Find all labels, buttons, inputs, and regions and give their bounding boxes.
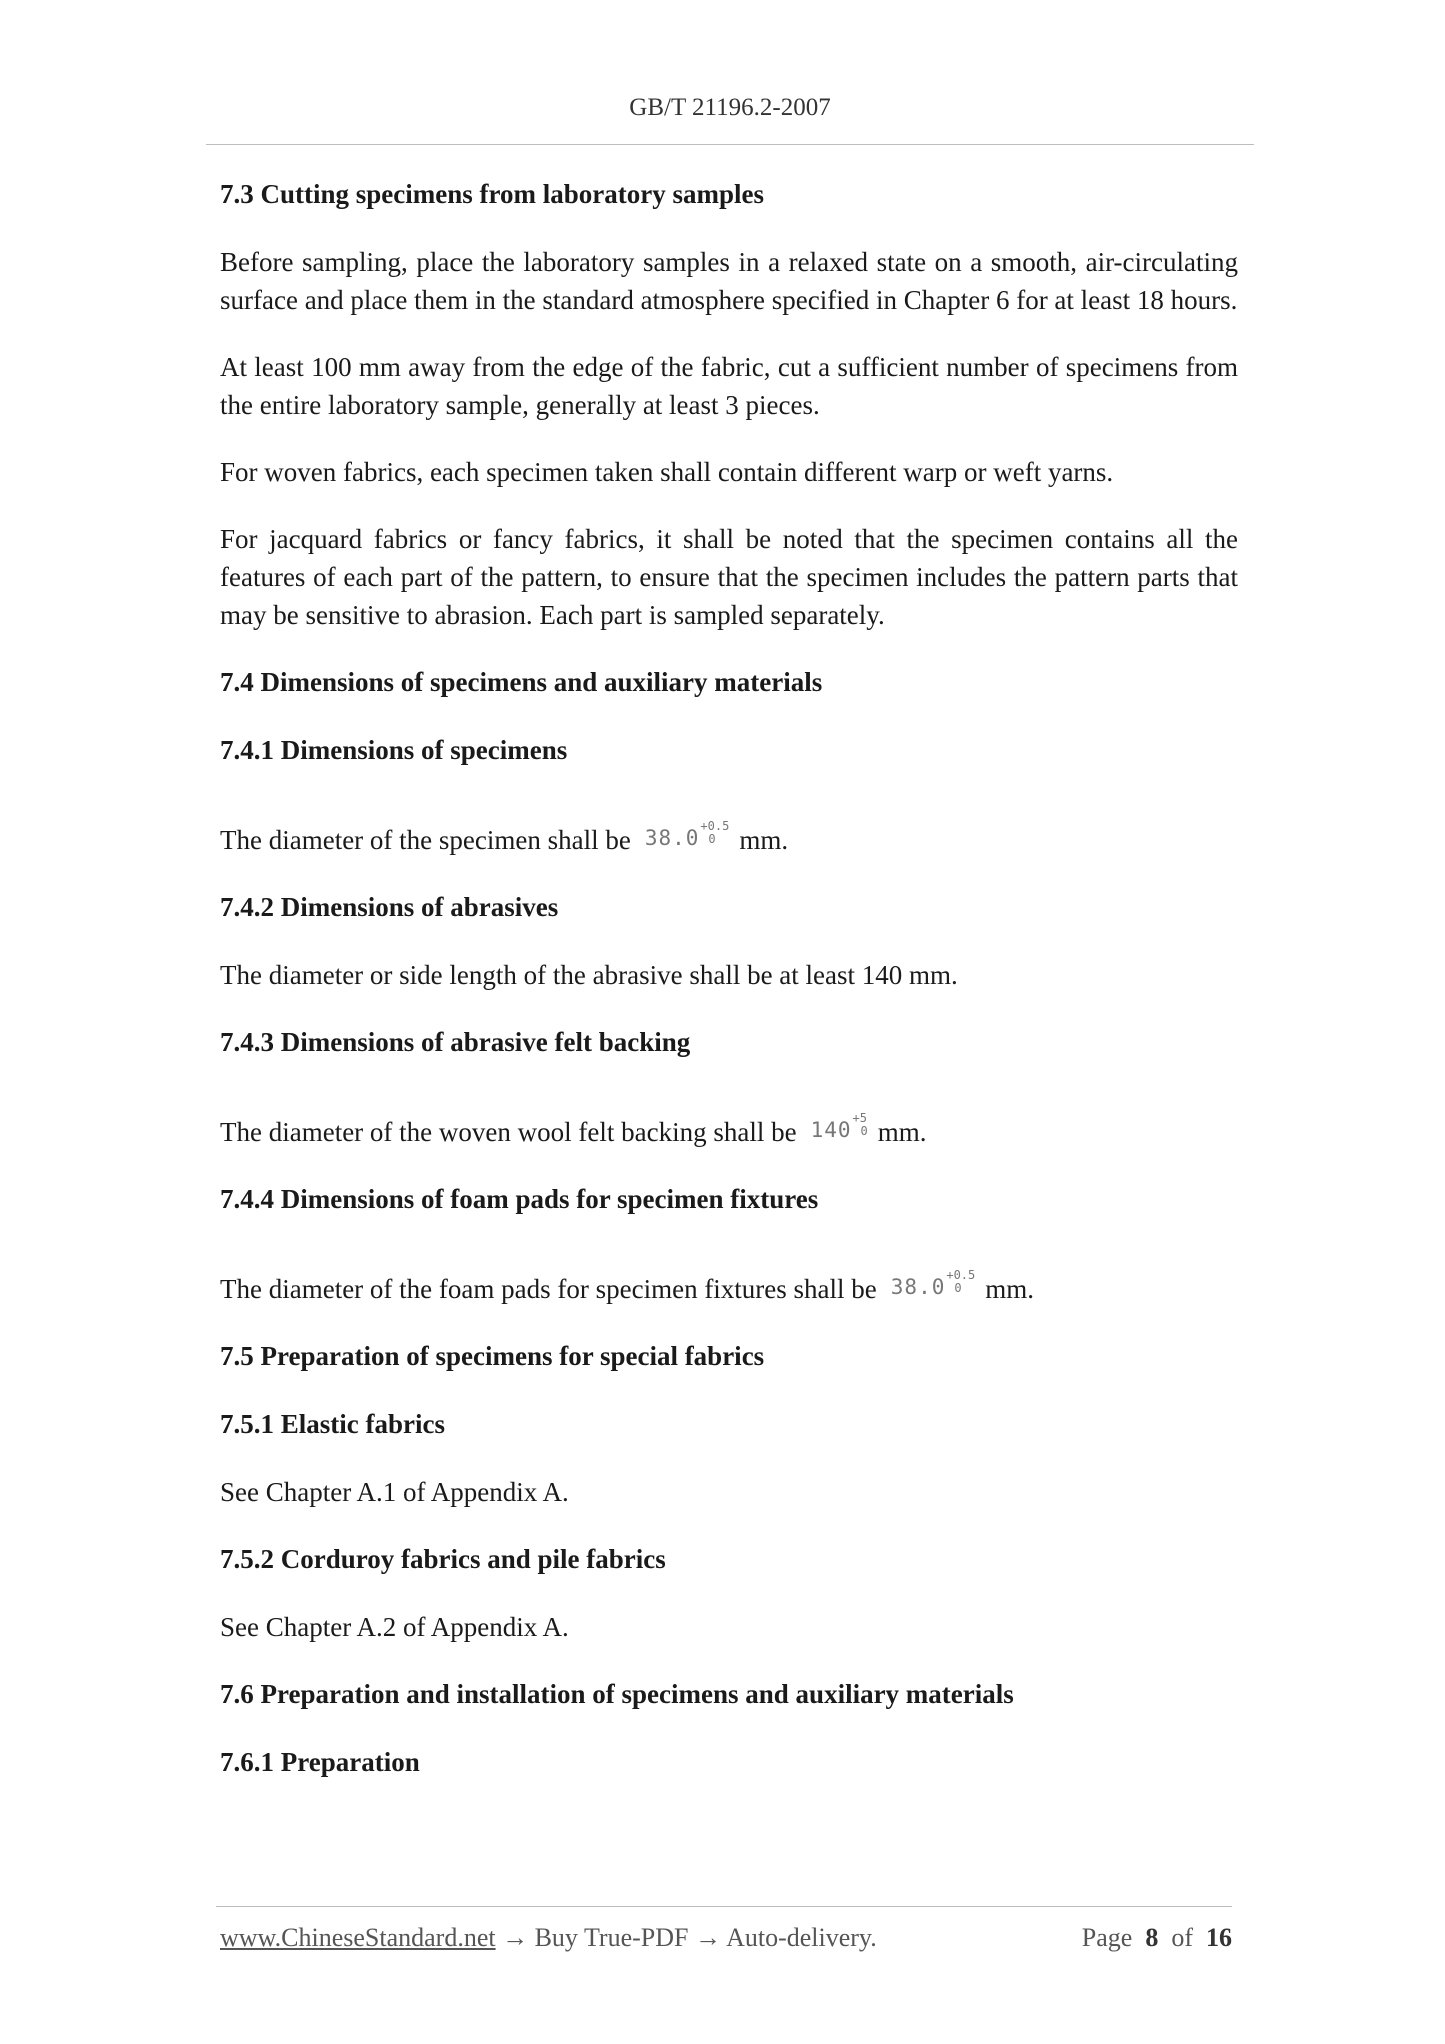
header-divider [206,144,1254,145]
paragraph-7-3-3: For woven fabrics, each specimen taken shall contain different warp or weft yarns. [220,457,1114,487]
tolerance-value: 38.0 +0.5 0 [644,819,730,850]
page-footer [220,1923,1232,1953]
heading-7-5-2: 7.5.2 Corduroy fabrics and pile fabrics [220,1544,666,1574]
formula-unit: mm. [877,1117,927,1147]
delivery-text: Auto-delivery. [726,1923,877,1952]
paragraph-7-3-1: Before sampling, place the laboratory samples in a relaxed state on a smooth, air-circulating surface and place them in the standard atmosphere specified in Chapter 6 for at least 18 hours. [220,247,1238,315]
heading-7-5-1: 7.5.1 Elastic fabrics [220,1409,445,1439]
tolerance-value: 140 +5 0 [810,1111,868,1142]
document-body [220,175,1238,1781]
heading-7-5: 7.5 Preparation of specimens for special fabrics [220,1341,765,1371]
formula-text: The diameter of the specimen shall be [220,825,631,855]
paragraph-7-5-2: See Chapter A.2 of Appendix A. [220,1612,569,1642]
paragraph-7-4-4 [220,1268,1238,1308]
heading-7-4-3: 7.4.3 Dimensions of abrasive felt backing [220,1027,691,1057]
total-pages: 16 [1206,1923,1232,1952]
paragraph-7-3-4: For jacquard fabrics or fancy fabrics, it shall be noted that the specimen contains all the features of each part of the pattern, to ensure that the specimen includes the pattern parts that may be sensitive to abrasion. Each part is sampled separately. [220,524,1238,630]
arrow-icon: → [695,1923,721,1952]
paragraph-7-4-3 [220,1111,1238,1151]
heading-7-6: 7.6 Preparation and installation of specimens and auxiliary materials [220,1679,1014,1709]
heading-7-4-1: 7.4.1 Dimensions of specimens [220,735,568,765]
formula-text: The diameter of the woven wool felt backing shall be [220,1117,797,1147]
document-header: GB/T 21196.2-2007 [629,94,831,121]
paragraph-7-5-1: See Chapter A.1 of Appendix A. [220,1477,569,1507]
current-page: 8 [1145,1923,1159,1952]
paragraph-7-4-1 [220,819,1238,859]
heading-7-3: 7.3 Cutting specimens from laboratory samples [220,179,764,209]
heading-7-6-1: 7.6.1 Preparation [220,1747,420,1777]
formula-unit: mm. [985,1274,1035,1304]
tolerance-value: 38.0 +0.5 0 [890,1268,976,1299]
heading-7-4-4: 7.4.4 Dimensions of foam pads for specimen fixtures [220,1184,819,1214]
website-link[interactable]: www.ChineseStandard.net [220,1923,496,1952]
page-number: Page 8 of 16 [1081,1923,1232,1952]
footer-divider [216,1906,1232,1907]
formula-unit: mm. [739,825,789,855]
paragraph-7-3-2: At least 100 mm away from the edge of the fabric, cut a sufficient number of specimens from the entire laboratory sample, generally at least 3 pieces. [220,352,1238,420]
heading-7-4: 7.4 Dimensions of specimens and auxiliary materials [220,667,823,697]
formula-text: The diameter of the foam pads for specimen fixtures shall be [220,1274,877,1304]
arrow-icon: → [502,1923,529,1952]
paragraph-7-4-2: The diameter or side length of the abrasive shall be at least 140 mm. [220,960,958,990]
buy-text: Buy True-PDF [534,1923,689,1952]
heading-7-4-2: 7.4.2 Dimensions of abrasives [220,892,559,922]
